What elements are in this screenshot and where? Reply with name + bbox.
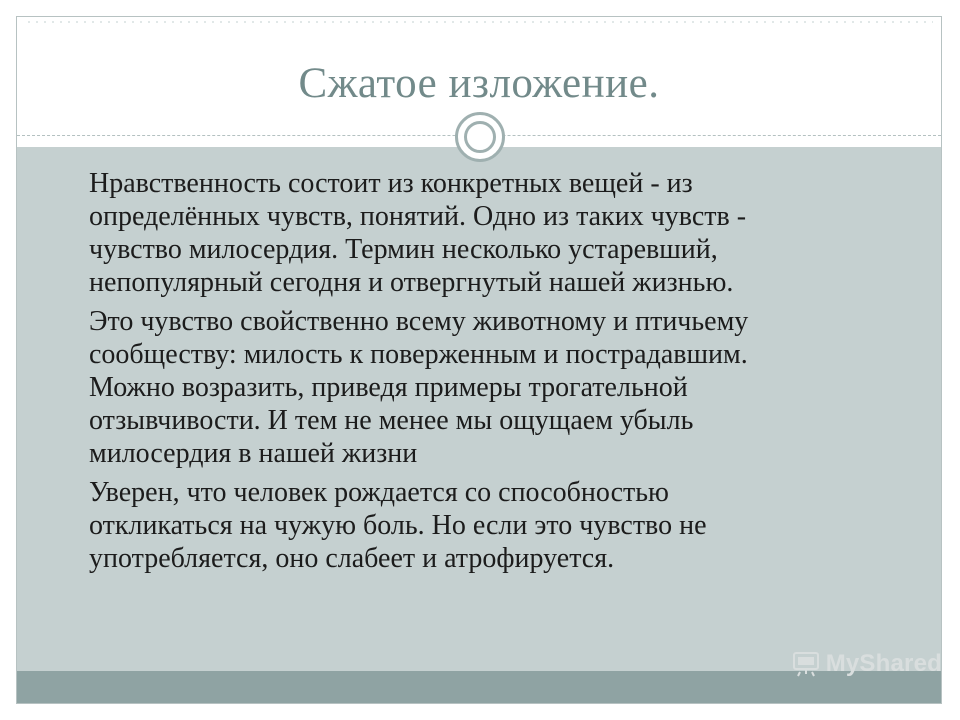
circle-ornament-icon [455, 112, 505, 162]
paragraph-line: Нравственность состоит из конкретных вещей - из [89, 168, 693, 199]
paragraph-line: откликаться на чужую боль. Но если это чувство не [89, 510, 707, 541]
slide [16, 16, 942, 704]
paragraph-line: непопулярный сегодня и отвергнутый нашей жизнью. [89, 267, 734, 298]
paragraph-line: Это чувство свойственно всему животному и птичьему [89, 306, 749, 337]
watermark-text: MyShared [825, 650, 942, 677]
paragraph-2 [71, 305, 897, 470]
paragraph-line: отзывчивости. И тем не менее мы ощущаем убыль [89, 405, 694, 436]
paragraph-1 [71, 167, 897, 299]
paragraph-3 [71, 476, 897, 575]
slide-body [71, 167, 897, 581]
paragraph-line: чувство милосердия. Термин несколько устаревший, [89, 234, 718, 265]
paragraph-line: милосердия в нашей жизни [89, 438, 418, 469]
paragraph-line: определённых чувств, понятий. Одно из таких чувств - [89, 201, 747, 232]
paragraph-line: Уверен, что человек рождается со способностью [89, 477, 669, 508]
paragraph-line: Можно возразить, приведя примеры трогательной [89, 372, 688, 403]
paragraph-line: сообществу: милость к поверженным и пострадавшим. [89, 339, 748, 370]
slide-title: Сжатое изложение. [298, 60, 660, 107]
watermark [792, 650, 942, 678]
presentation-board-icon [792, 650, 820, 678]
paragraph-line: употребляется, оно слабеет и атрофируется. [89, 543, 615, 574]
